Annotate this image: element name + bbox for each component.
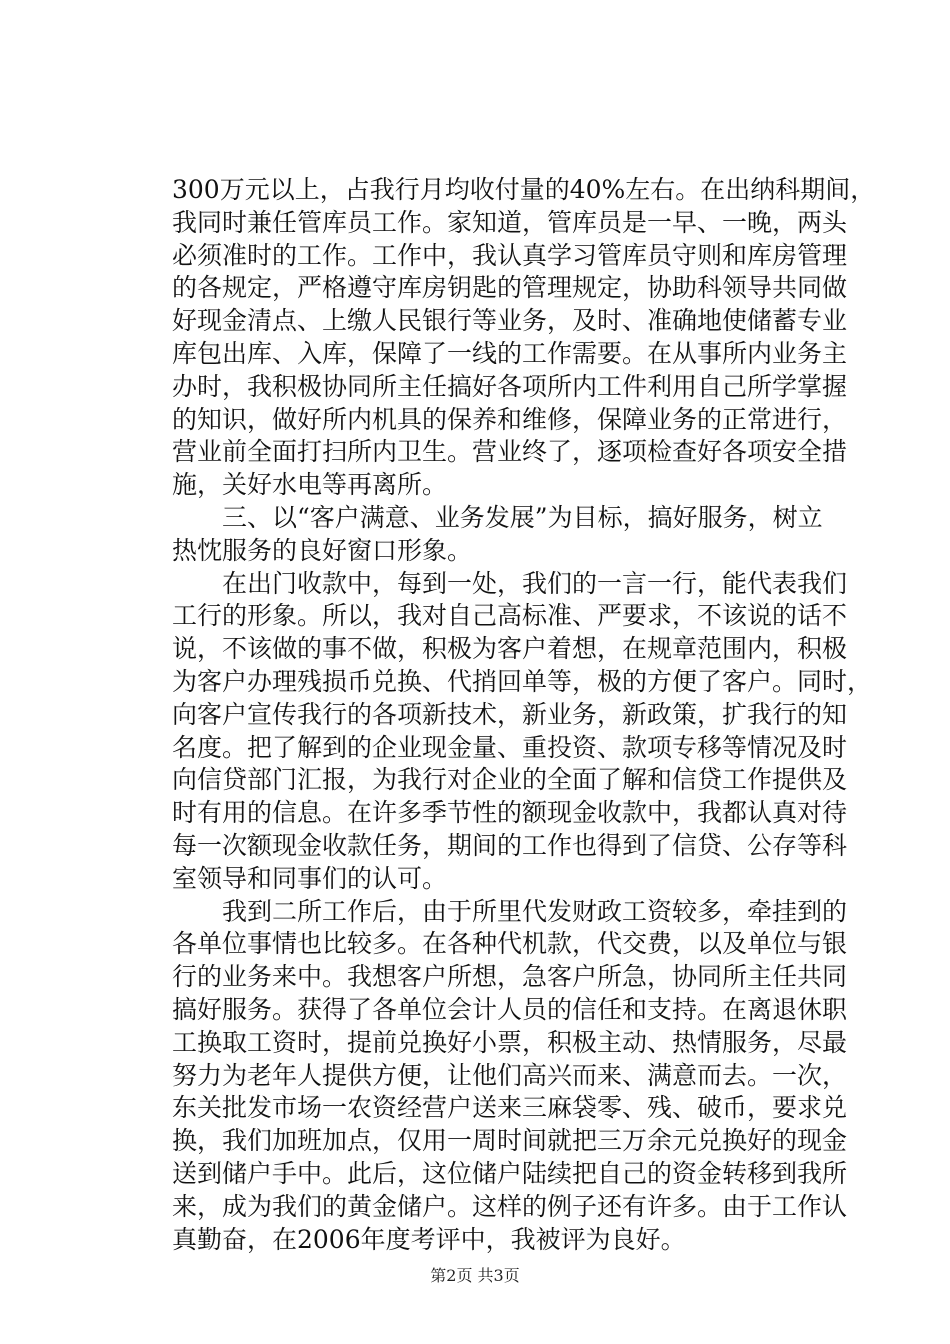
text-line: 办时，我积极协同所主任搞好各项所内工件利用自己所学掌握: [172, 371, 848, 401]
text-line: 施，关好水电等再离所。: [172, 470, 448, 500]
text-line: 来，成为我们的黄金储户。这样的例子还有许多。由于工作认: [172, 1191, 848, 1221]
text-line: 300万元以上，占我行月均收付量的40%左右。在出纳科期间，: [172, 175, 876, 204]
text-line: 工行的形象。所以，我对自己高标准、严要求，不该说的话不: [172, 601, 848, 631]
text-line: 我到二所工作后，由于所里代发财政工资较多，牵挂到的: [222, 896, 848, 926]
text-line: 努力为老年人提供方便，让他们高兴而来、满意而去。一次，: [172, 1060, 848, 1090]
text-line: 时有用的信息。在许多季节性的额现金收款中，我都认真对待: [172, 798, 848, 828]
text-line: 送到储户手中。此后，这位储户陆续把自己的资金转移到我所: [172, 1158, 848, 1188]
text-line: 工换取工资时，提前兑换好小票，积极主动、热情服务，尽最: [172, 1027, 848, 1057]
text-line: 营业前全面打扫所内卫生。营业终了，逐项检查好各项安全措: [172, 437, 848, 467]
text-line: 真勤奋，在2006年度考评中，我被评为良好。: [172, 1224, 686, 1254]
text-line: 向客户宣传我行的各项新技术，新业务，新政策，扩我行的知: [172, 699, 848, 729]
text-line: 向信贷部门汇报，为我行对企业的全面了解和信贷工作提供及: [172, 765, 848, 795]
text-line: 东关批发市场一农资经营户送来三麻袋零、残、破币，要求兑: [172, 1093, 848, 1123]
text-line: 的知识，做好所内机具的保养和维修，保障业务的正常进行，: [172, 404, 848, 434]
text-line: 各单位事情也比较多。在各种代机款，代交费，以及单位与银: [172, 929, 848, 959]
text-line: 在出门收款中，每到一处，我们的一言一行，能代表我们: [222, 568, 848, 598]
text-line: 热忱服务的良好窗口形象。: [172, 535, 473, 565]
text-line: 我同时兼任管库员工作。家知道，管库员是一早、一晚，两头: [172, 207, 848, 237]
text-line: 库包出库、入库，保障了一线的工作需要。在从事所内业务主: [172, 338, 848, 368]
text-line: 为客户办理残损币兑换、代捎回单等，极的方便了客户。同时，: [172, 666, 873, 696]
text-line: 三、以“客户满意、业务发展”为目标，搞好服务，树立: [222, 502, 823, 532]
text-line: 说，不该做的事不做，积极为客户着想，在规章范围内，积极: [172, 634, 848, 664]
text-line: 的各规定，严格遵守库房钥匙的管理规定，协助科领导共同做: [172, 273, 848, 303]
text-line: 好现金清点、上缴人民银行等业务，及时、准确地使储蓄专业: [172, 306, 848, 336]
document-body: [172, 174, 876, 1256]
page-number-footer: 第2页 共3页: [430, 1266, 520, 1285]
text-line: 必须准时的工作。工作中，我认真学习管库员守则和库房管理: [172, 240, 848, 270]
text-line: 行的业务来中。我想客户所想，急客户所急，协同所主任共同: [172, 962, 848, 992]
text-line: 每一次额现金收款任务，期间的工作也得到了信贷、公存等科: [172, 830, 848, 860]
text-line: 名度。把了解到的企业现金量、重投资、款项专移等情况及时: [172, 732, 848, 762]
text-line: 室领导和同事们的认可。: [172, 863, 448, 893]
text-line: 搞好服务。获得了各单位会计人员的信任和支持。在离退休职: [172, 994, 848, 1024]
text-line: 换，我们加班加点，仅用一周时间就把三万余元兑换好的现金: [172, 1126, 848, 1156]
